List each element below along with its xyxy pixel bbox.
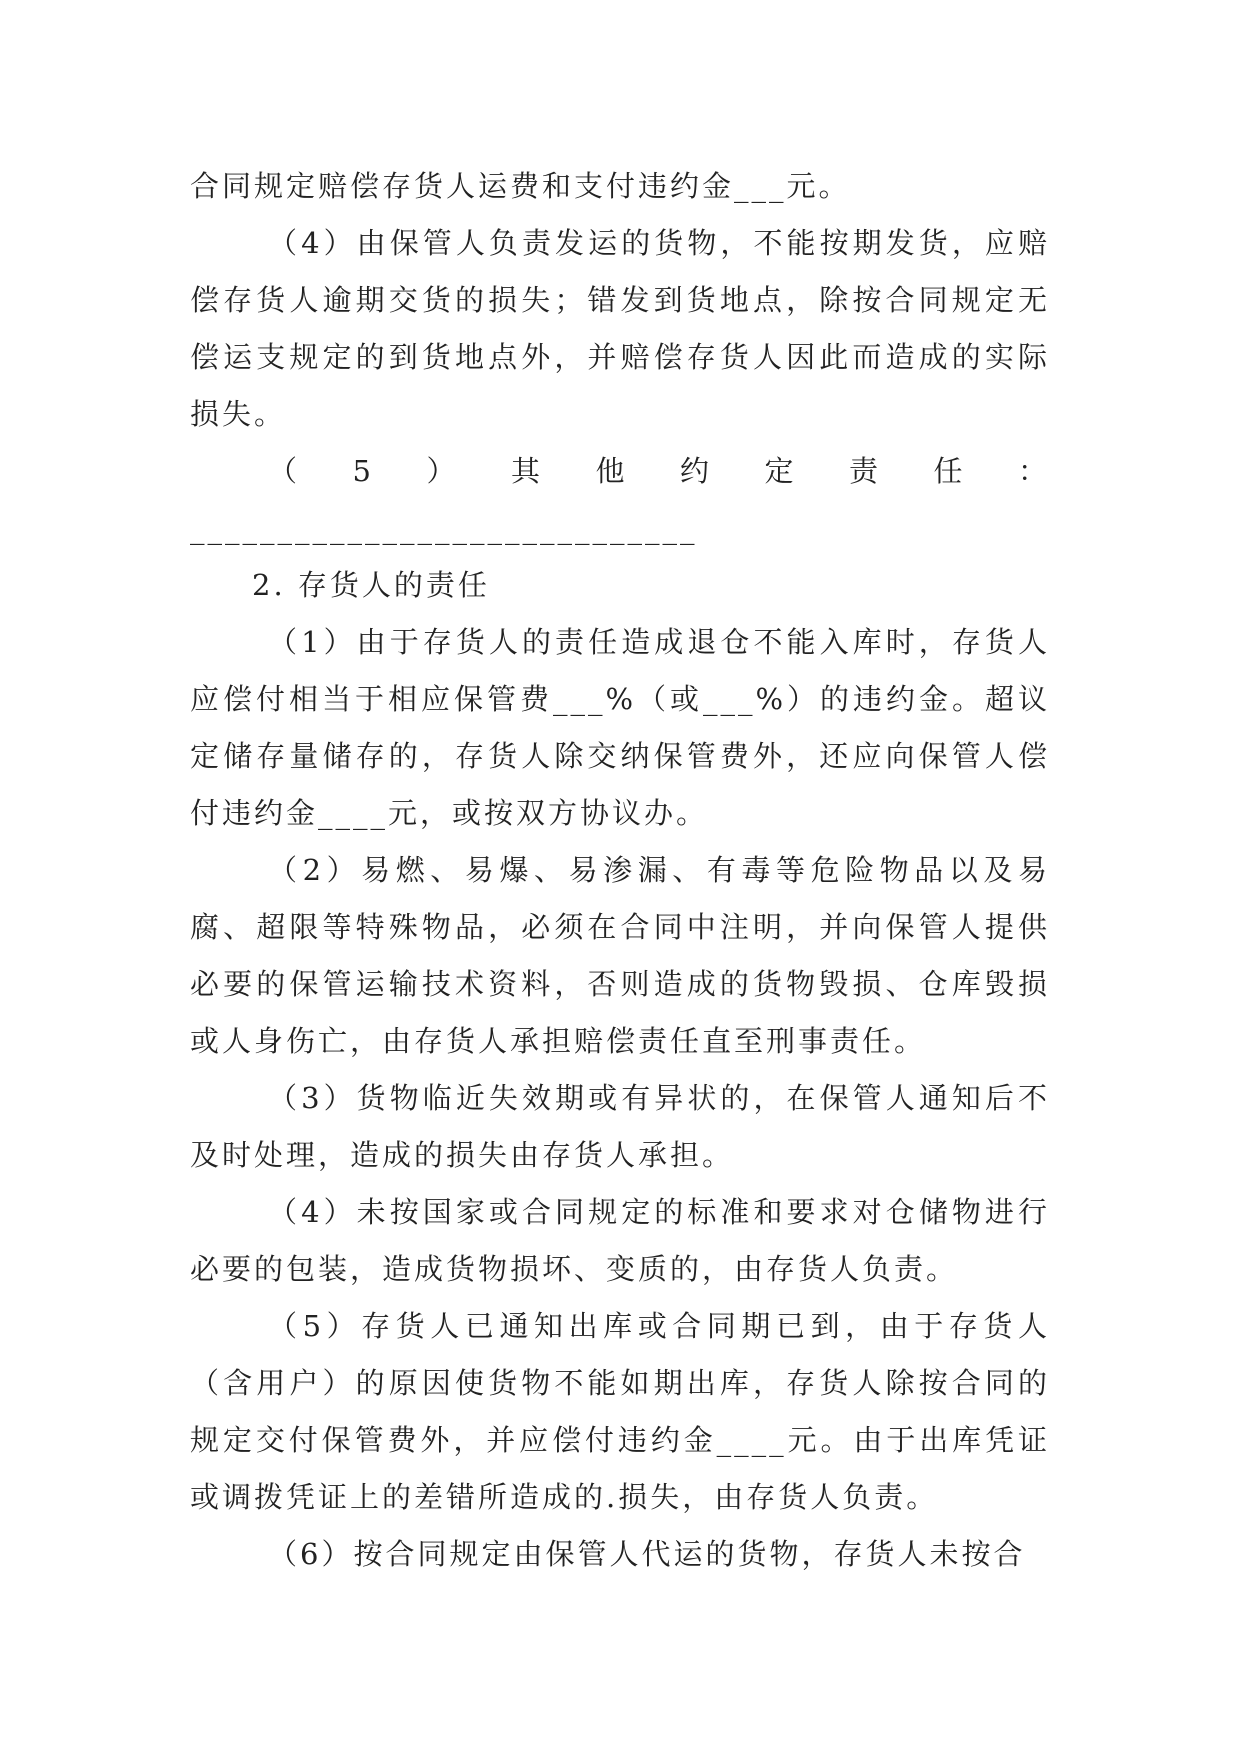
paragraph-clause-2-hazardous: （2）易燃、易爆、易渗漏、有毒等危险物品以及易腐、超限等特殊物品，必须在合同中注明，并向保管人提供必要的保管运输技术资料，否则造成的货物毁损、仓库毁损或人身伤亡，由存货人承担赔偿责任直至刑事责任。 (190, 853, 1050, 1058)
paragraph-clause-1-refusal: （1）由于存货人的责任造成退仓不能入库时，存货人应偿付相当于相应保管费___%（或___%）的违约金。超议定储存量储存的，存货人除交纳保管费外，还应向保管人偿付违约金____元，或按双方协议办。 (190, 625, 1050, 830)
paragraph-continuation: 合同规定赔偿存货人运费和支付违约金___元。 (190, 169, 851, 203)
paragraph-clause-4-packaging: （4）未按国家或合同规定的标准和要求对仓储物进行必要的包装，造成货物损坏、变质的，由存货人负责。 (190, 1195, 1050, 1286)
paragraph-clause-5-release: （5）存货人已通知出库或合同期已到，由于存货人（含用户）的原因使货物不能如期出库，存货人除按合同的规定交付保管费外，并应偿付违约金____元。由于出库凭证或调拨凭证上的差错所造成的.损失，由存货人负责。 (190, 1309, 1050, 1514)
document-body (190, 158, 1050, 1583)
paragraph-clause-4-shipping: （4）由保管人负责发运的货物，不能按期发货，应赔偿存货人逾期交货的损失；错发到货地点，除按合同规定无偿运支规定的到货地点外，并赔偿存货人因此而造成的实际损失。 (190, 226, 1050, 431)
paragraph-clause-5-other: （5）其他约定责任：_____________________________ (190, 454, 1050, 545)
section-heading-depositor-liability: 2. 存货人的责任 (252, 568, 490, 602)
paragraph-clause-6-transport: （6）按合同规定由保管人代运的货物，存货人未按合 (268, 1537, 1026, 1571)
paragraph-clause-3-expiry: （3）货物临近失效期或有异状的，在保管人通知后不及时处理，造成的损失由存货人承担。 (190, 1081, 1050, 1172)
